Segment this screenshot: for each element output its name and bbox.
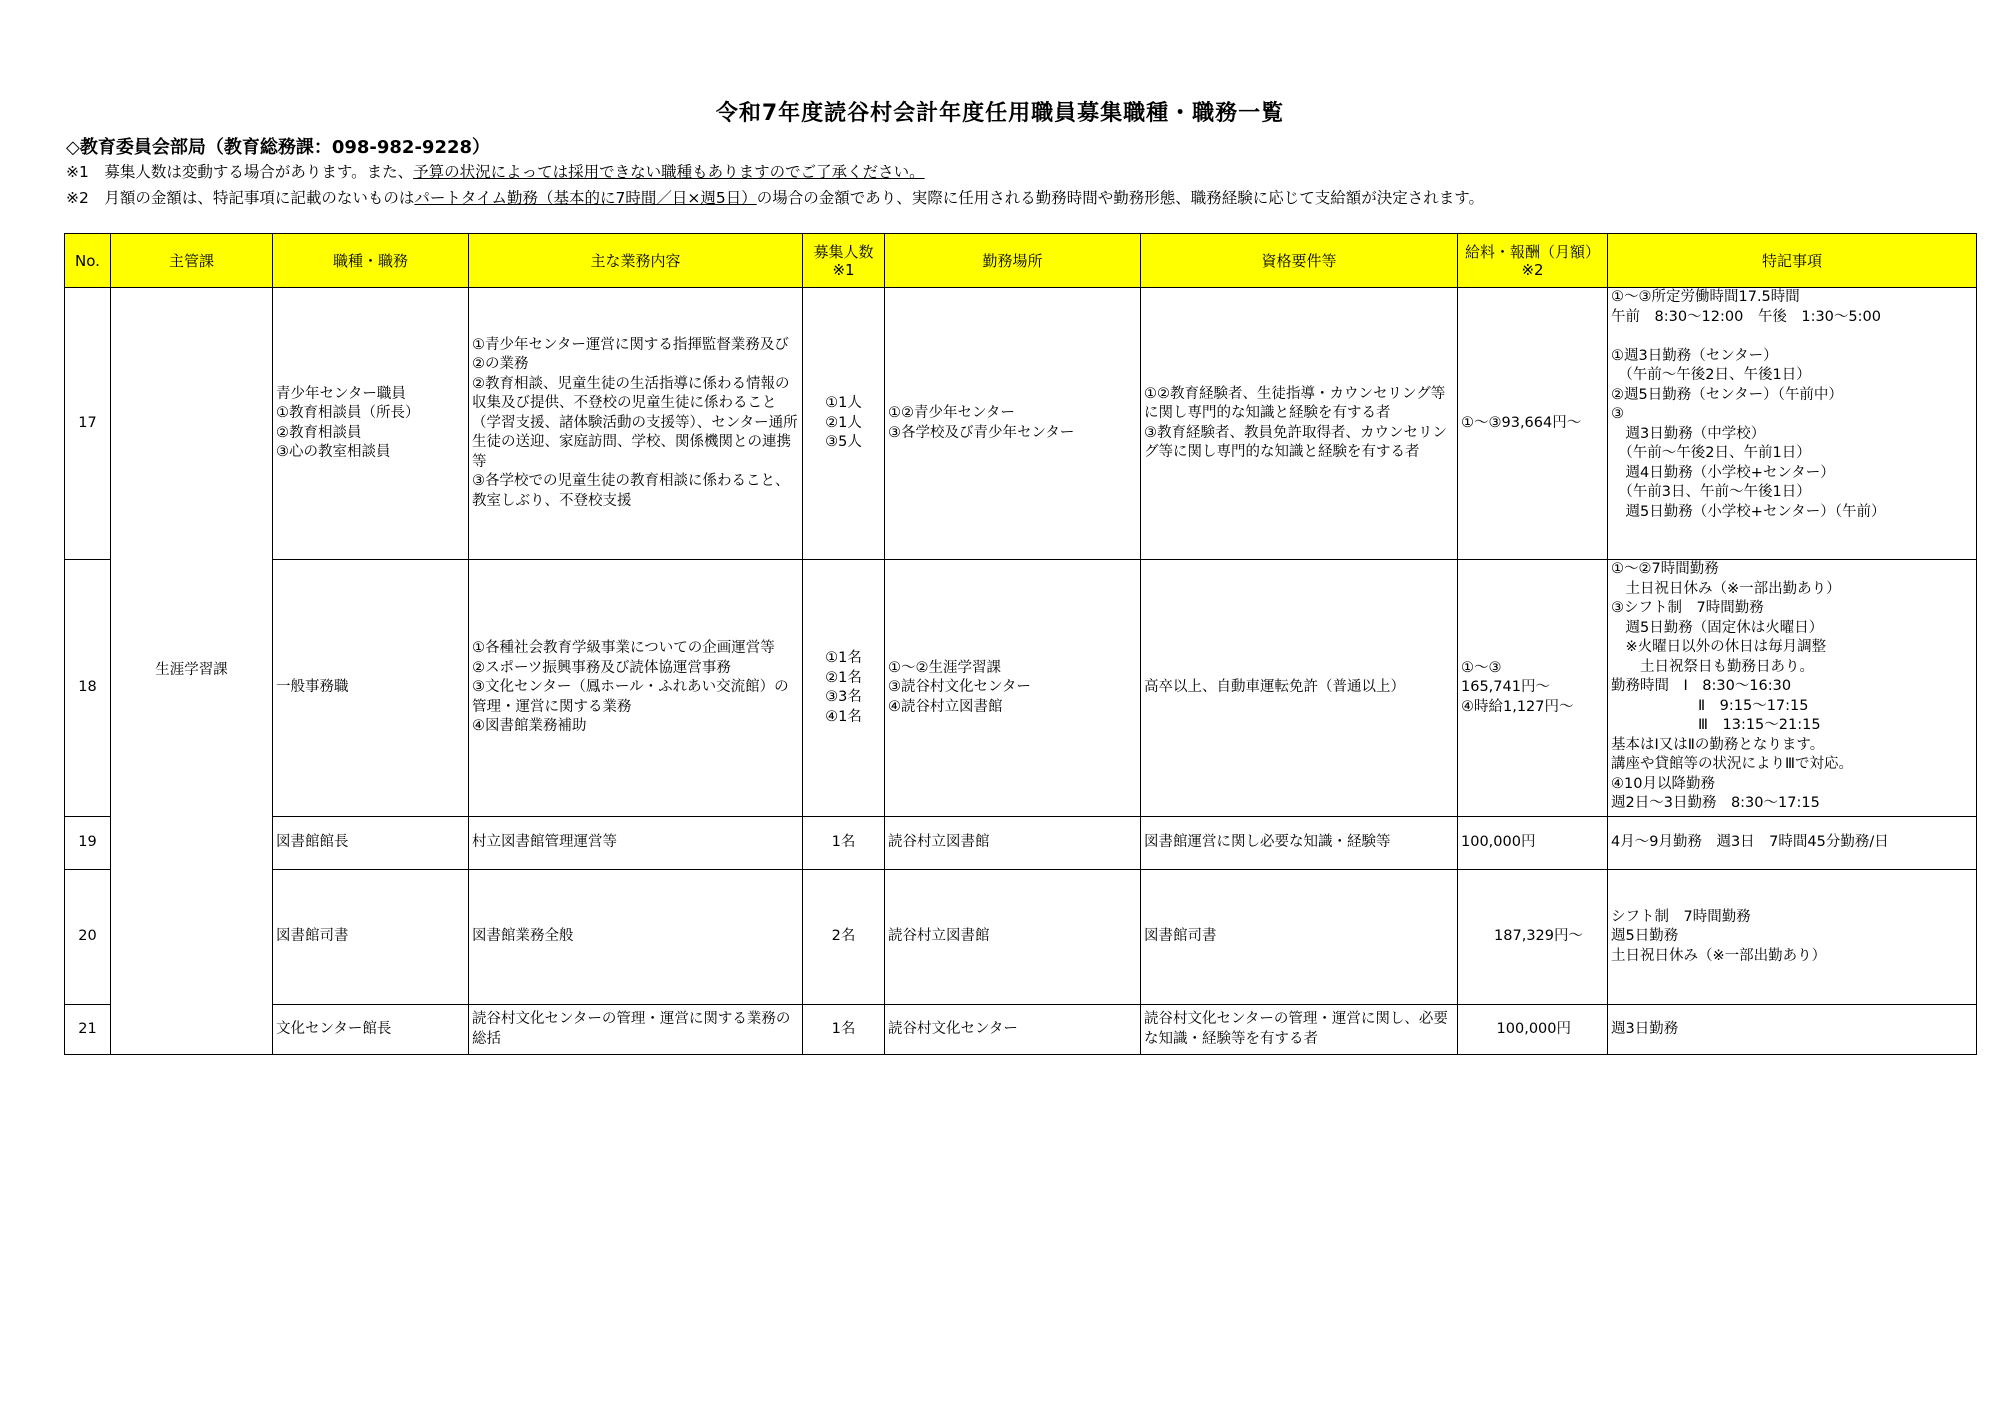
cell-line: 週3日勤務（中学校） bbox=[1611, 425, 1766, 442]
cell-line: ①②青少年センター bbox=[888, 405, 1015, 421]
cell-line: 村立図書館管理運営等 bbox=[472, 834, 617, 851]
cell-line: 週3日勤務 bbox=[1611, 1020, 1679, 1037]
note-1 bbox=[66, 160, 925, 182]
cell-line: ①1名 bbox=[825, 650, 862, 666]
cell-line: ③文化センター（鳳ホール・ふれあい交流館）の管理・運営に関する業務 bbox=[472, 679, 789, 715]
cell-line: ①1人 bbox=[825, 395, 862, 412]
cell-line: 勤務時間 Ⅰ 8:30～16:30 bbox=[1611, 678, 1792, 694]
job-list-table bbox=[64, 233, 1977, 1055]
cell-place bbox=[885, 1005, 1141, 1055]
cell-notes bbox=[1608, 1005, 1977, 1055]
note-1-text: ※1 募集人数は変動する場合があります。また、 bbox=[66, 163, 414, 181]
note-2-underlined: パートタイム勤務（基本的に7時間／日×週5日） bbox=[414, 189, 757, 207]
cell-line: ①②教育経験者、生徒指導・カウンセリング等に関し専門的な知識と経験を有する者 bbox=[1144, 385, 1446, 421]
cell-line: 週2日～3日勤務 8:30～17:15 bbox=[1611, 795, 1820, 811]
cell-line: 週5日勤務 bbox=[1611, 928, 1679, 945]
cell-line: 土日祝祭日も勤務日あり。 bbox=[1611, 658, 1814, 675]
cell-notes-clip bbox=[1611, 560, 1973, 816]
header-count-line2: ※1 bbox=[832, 260, 855, 279]
cell-line: 1名 bbox=[831, 1020, 856, 1037]
header-salary-line2: ※2 bbox=[1521, 260, 1544, 279]
cell-job bbox=[273, 560, 469, 817]
header-no: No. bbox=[65, 234, 111, 288]
table-row bbox=[65, 1005, 1977, 1055]
cell-line: ①各種社会教育学級事業についての企画運営等 bbox=[472, 640, 775, 657]
cell-line: ①青少年センター運営に関する指揮監督業務及び②の業務 bbox=[472, 336, 789, 373]
cell-line: 2名 bbox=[831, 928, 856, 945]
cell-line: 午前 8:30～12:00 午後 1:30～5:00 bbox=[1611, 308, 1881, 325]
cell-line: 100,000円 bbox=[1496, 1020, 1571, 1037]
cell-line: 土日祝日休み（※一部出勤あり） bbox=[1611, 580, 1841, 597]
cell-line: 図書館司書 bbox=[1144, 928, 1217, 945]
cell-line: 読谷村文化センターの管理・運営に関する業務の総括 bbox=[472, 1011, 791, 1047]
cell-salary bbox=[1458, 288, 1608, 560]
cell-line: 読谷村文化センター bbox=[888, 1020, 1018, 1037]
cell-qual bbox=[1141, 1005, 1458, 1055]
cell-line: ④時給1,127円～ bbox=[1461, 698, 1574, 715]
cell-line: ③各学校及び青少年センター bbox=[888, 424, 1075, 441]
cell-line: ①～③ bbox=[1461, 659, 1502, 676]
cell-count bbox=[803, 288, 885, 560]
cell-salary bbox=[1458, 560, 1608, 817]
cell-line: ③ bbox=[1611, 406, 1624, 422]
header-dept: 主管課 bbox=[111, 234, 273, 288]
cell-line bbox=[1611, 327, 1973, 347]
cell-line: Ⅲ 13:15～21:15 bbox=[1611, 717, 1821, 733]
cell-line: 講座や貸館等の状況によりⅢで対応。 bbox=[1611, 756, 1853, 772]
page-title: 令和7年度読谷村会計年度任用職員募集職種・職務一覧 bbox=[715, 101, 1285, 126]
cell-duties bbox=[469, 1005, 803, 1055]
cell-line: Ⅱ 9:15～17:15 bbox=[1611, 697, 1809, 714]
cell-qual bbox=[1141, 560, 1458, 817]
cell-line: 1名 bbox=[831, 834, 856, 851]
cell-job bbox=[273, 870, 469, 1005]
header-row bbox=[65, 234, 1977, 288]
cell-line: ①～②7時間勤務 bbox=[1611, 561, 1719, 577]
cell-line: 高卒以上、自動車運転免許（普通以上） bbox=[1144, 679, 1405, 696]
cell-line: 読谷村立図書館 bbox=[888, 928, 990, 945]
cell-qual bbox=[1141, 288, 1458, 560]
header-salary bbox=[1458, 234, 1608, 288]
cell-salary bbox=[1458, 870, 1608, 1005]
cell-place bbox=[885, 870, 1141, 1005]
cell-duties bbox=[469, 870, 803, 1005]
header-duties: 主な業務内容 bbox=[469, 234, 803, 288]
cell-line: 100,000円 bbox=[1461, 834, 1536, 851]
cell-line: 図書館司書 bbox=[276, 928, 349, 945]
cell-line: ③シフト制 7時間勤務 bbox=[1611, 600, 1764, 616]
cell-no: 19 bbox=[65, 817, 111, 870]
cell-line: ②スポーツ振興事務及び読体協運営事務 bbox=[472, 659, 731, 676]
table-row bbox=[65, 870, 1977, 1005]
note-1-underlined: 予算の状況によっては採用できない職種もありますのでご了承ください。 bbox=[413, 163, 925, 181]
cell-count bbox=[803, 817, 885, 870]
cell-notes bbox=[1608, 817, 1977, 870]
cell-line: 青少年センター職員 bbox=[276, 385, 406, 402]
cell-line: ①～③93,664円～ bbox=[1461, 414, 1582, 431]
department-heading: ◇教育委員会部局（教育総務課：098-982-9228） bbox=[66, 137, 491, 158]
cell-line: ③読谷村文化センター bbox=[888, 679, 1031, 696]
cell-line: ②週5日勤務（センター）（午前中） bbox=[1611, 386, 1843, 403]
cell-count bbox=[803, 1005, 885, 1055]
cell-line: 187,329円～ bbox=[1494, 928, 1583, 945]
cell-line: ①週3日勤務（センター） bbox=[1611, 347, 1778, 364]
cell-line: 図書館館長 bbox=[276, 834, 349, 851]
cell-line: 読谷村立図書館 bbox=[888, 834, 990, 851]
cell-line: 165,741円～ bbox=[1461, 679, 1550, 696]
cell-line: ③3名 bbox=[825, 689, 862, 705]
cell-line: ④1名 bbox=[825, 708, 862, 725]
header-qual: 資格要件等 bbox=[1141, 234, 1458, 288]
cell-salary bbox=[1458, 1005, 1608, 1055]
cell-count bbox=[803, 560, 885, 817]
header-place: 勤務場所 bbox=[885, 234, 1141, 288]
cell-line: ③5人 bbox=[825, 434, 862, 451]
cell-notes bbox=[1608, 288, 1977, 560]
cell-line: ④読谷村立図書館 bbox=[888, 698, 1003, 715]
cell-place bbox=[885, 817, 1141, 870]
cell-job bbox=[273, 1005, 469, 1055]
cell-line: ②1人 bbox=[825, 414, 862, 431]
table-row bbox=[65, 560, 1977, 817]
cell-line: 週4日勤務（小学校+センター） bbox=[1611, 464, 1835, 481]
cell-job bbox=[273, 288, 469, 560]
cell-line: 基本はⅠ又はⅡの勤務となります。 bbox=[1611, 736, 1825, 753]
header-job: 職種・職務 bbox=[273, 234, 469, 288]
cell-notes bbox=[1608, 870, 1977, 1005]
cell-dept: 生涯学習課 bbox=[111, 288, 273, 1055]
header-salary-line1: 給料・報酬（月額） bbox=[1464, 242, 1600, 261]
cell-line: 図書館運営に関し必要な知識・経験等 bbox=[1144, 834, 1391, 851]
cell-line: （午前～午後2日、午前1日） bbox=[1611, 445, 1811, 461]
cell-line: ③心の教室相談員 bbox=[276, 444, 391, 460]
table-row bbox=[65, 288, 1977, 560]
cell-notes bbox=[1608, 560, 1977, 817]
cell-line: 図書館業務全般 bbox=[472, 928, 574, 945]
cell-duties bbox=[469, 817, 803, 870]
cell-line: ④図書館業務補助 bbox=[472, 718, 587, 735]
cell-duties bbox=[469, 288, 803, 560]
cell-line: 土日祝日休み（※一部出勤あり） bbox=[1611, 947, 1827, 964]
cell-line: ②教育相談、児童生徒の生活指導に係わる情報の収集及び提供、不登校の児童生徒に係わること（学習支援、諸体験活動の支援等）、センター通所生徒の送迎、家庭訪問、学校、関係機関との連携等 bbox=[472, 375, 798, 470]
header-notes: 特記事項 bbox=[1608, 234, 1977, 288]
cell-line: ④10月以降勤務 bbox=[1611, 775, 1715, 792]
header-count bbox=[803, 234, 885, 288]
cell-place bbox=[885, 560, 1141, 817]
cell-no: 18 bbox=[65, 560, 111, 817]
cell-line: 読谷村文化センターの管理・運営に関し、必要な知識・経験等を有する者 bbox=[1144, 1011, 1448, 1047]
cell-line: ③教育経験者、教員免許取得者、カウンセリング等に関し専門的な知識と経験を有する者 bbox=[1144, 424, 1447, 460]
cell-line: ※火曜日以外の休日は毎月調整 bbox=[1611, 639, 1827, 655]
cell-qual bbox=[1141, 817, 1458, 870]
note-2-text: ※2 月額の金額は、特記事項に記載のないものは bbox=[66, 189, 415, 207]
cell-line: 文化センター館長 bbox=[276, 1020, 392, 1037]
cell-salary bbox=[1458, 817, 1608, 870]
cell-line: シフト制 7時間勤務 bbox=[1611, 908, 1751, 925]
cell-line: ①教育相談員（所長） bbox=[276, 405, 420, 421]
cell-line: ②教育相談員 bbox=[276, 424, 362, 441]
cell-line: ①～③所定労働時間17.5時間 bbox=[1611, 289, 1800, 305]
cell-line: 4月～9月勤務 週3日 7時間45分勤務/日 bbox=[1611, 834, 1889, 851]
cell-line: 一般事務職 bbox=[276, 679, 349, 696]
table-row bbox=[65, 817, 1977, 870]
cell-qual bbox=[1141, 870, 1458, 1005]
note-2 bbox=[66, 186, 1484, 208]
cell-line: ③各学校での児童生徒の教育相談に係わること、教室しぶり、不登校支援 bbox=[472, 473, 790, 509]
cell-duties bbox=[469, 560, 803, 817]
cell-line: 週5日勤務（固定休は火曜日） bbox=[1611, 619, 1824, 636]
cell-line: （午前～午後2日、午後1日） bbox=[1611, 367, 1811, 383]
cell-count bbox=[803, 870, 885, 1005]
cell-line: ①～②生涯学習課 bbox=[888, 659, 1001, 676]
cell-no: 20 bbox=[65, 870, 111, 1005]
cell-line: （午前3日、午前～午後1日） bbox=[1611, 484, 1811, 500]
cell-place bbox=[885, 288, 1141, 560]
cell-no: 17 bbox=[65, 288, 111, 560]
note-2-text-end: の場合の金額であり、実際に任用される勤務時間や勤務形態、職務経験に応じて支給額が決定されます。 bbox=[756, 189, 1485, 207]
cell-line: ②1名 bbox=[825, 669, 862, 686]
cell-line: 週5日勤務（小学校+センター）（午前） bbox=[1611, 503, 1886, 520]
cell-job bbox=[273, 817, 469, 870]
cell-no: 21 bbox=[65, 1005, 111, 1055]
header-count-line1: 募集人数 bbox=[813, 242, 874, 261]
